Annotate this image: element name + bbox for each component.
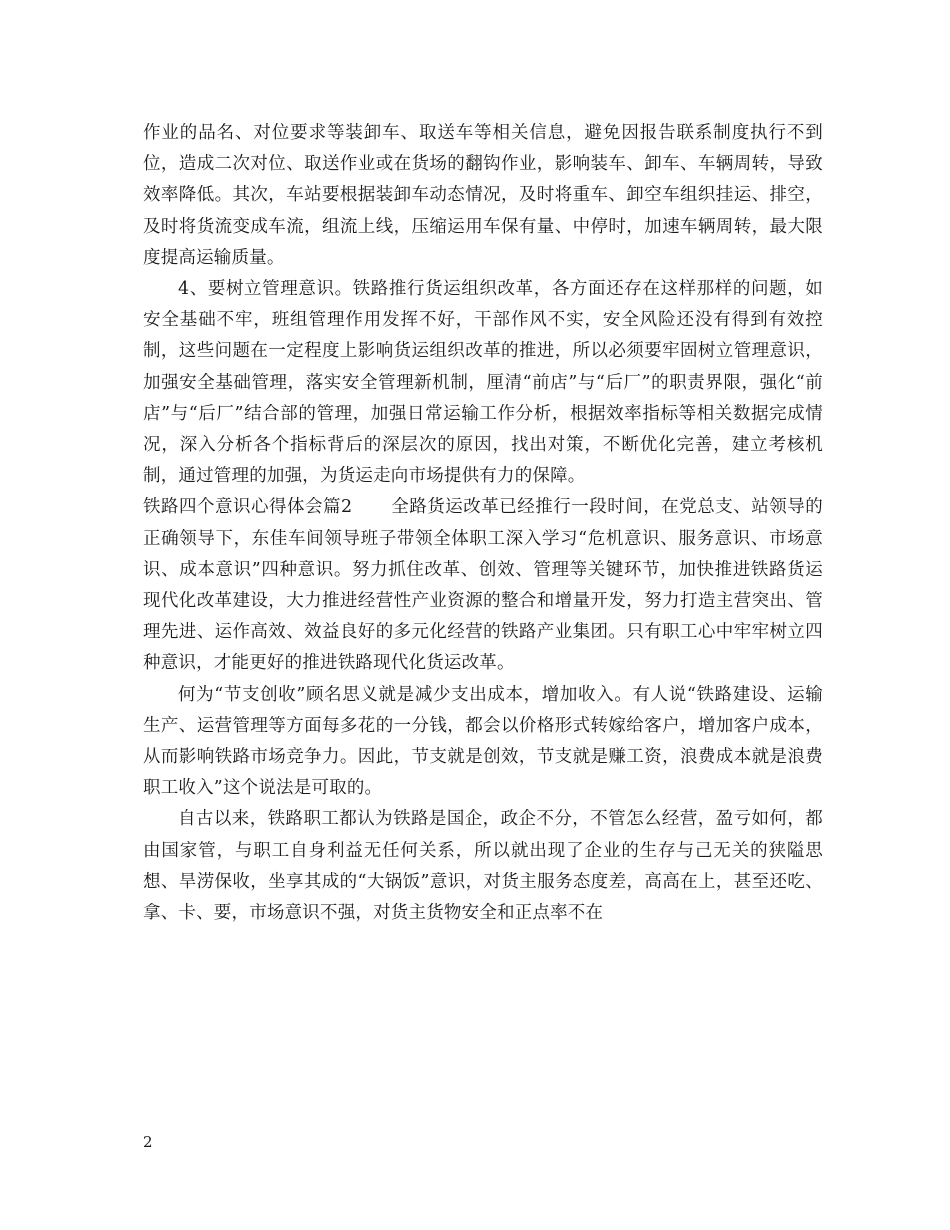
section-heading: 铁路四个意识心得体会篇2 (143, 497, 353, 518)
document-body (143, 118, 823, 929)
section-2-text: 全路货运改革已经推行一段时间，在党总支、站领导的正确领导下，东佳车间领导班子带领全体职工深入学习“危机意识、服务意识、市场意识、成本意识”四种意识。努力抓住改革、创效、管理等关键环节，加快推进铁路货运现代化改革建设，大力推进经营性产业资源的整合和增量开发，努力打造主营突出、管理先进、运作高效、效益良好的多元化经营的铁路产业集团。只有职工心中牢牢树立四种意识，才能更好的推进铁路现代化货运改革。 (143, 497, 823, 674)
paragraph-history: 自古以来，铁路职工都认为铁路是国企，政企不分，不管怎么经营，盈亏如何，都由国家管，与职工自身利益无任何关系，所以就出现了企业的生存与己无关的狭隘思想、旱涝保收，坐享其成的“大锅饭”意识，对货主服务态度差，高高在上，甚至还吃、拿、卡、要，市场意识不强，对货主货物安全和正点率不在 (143, 809, 823, 924)
page-number: 2 (143, 1133, 153, 1151)
paragraph-cost-saving: 何为“节支创收”顾名思义就是减少支出成本，增加收入。有人说“铁路建设、运输生产、运营管理等方面每多花的一分钱，都会以价格形式转嫁给客户，增加客户成本，从而影响铁路市场竞争力。因此，节支就是创效，节支就是赚工资，浪费成本就是浪费职工收入”这个说法是可取的。 (143, 684, 823, 799)
paragraph-section-2 (143, 492, 823, 679)
paragraph-management-awareness: 4、要树立管理意识。铁路推行货运组织改革，各方面还存在这样那样的问题，如安全基础不牢，班组管理作用发挥不好，干部作风不实，安全风险还没有得到有效控制，这些问题在一定程度上影响货运组织改革的推进，所以必须要牢固树立管理意识，加强安全基础管理，落实安全管理新机制，厘清“前店”与“后厂”的职责界限，强化“前店”与“后厂”结合部的管理，加强日常运输工作分析，根据效率指标等相关数据完成情况，深入分析各个指标背后的深层次的原因，找出对策，不断优化完善，建立考核机制，通过管理的加强，为货运走向市场提供有力的保障。 (143, 279, 823, 487)
paragraph-continuation: 作业的品名、对位要求等装卸车、取送车等相关信息，避免因报告联系制度执行不到位，造成二次对位、取送作业或在货场的翻钩作业，影响装车、卸车、车辆周转，导致效率降低。其次，车站要根据装卸车动态情况，及时将重车、卸空车组织挂运、排空，及时将货流变成车流，组流上线，压缩运用车保有量、中停时，加速车辆周转，最大限度提高运输质量。 (143, 123, 823, 268)
